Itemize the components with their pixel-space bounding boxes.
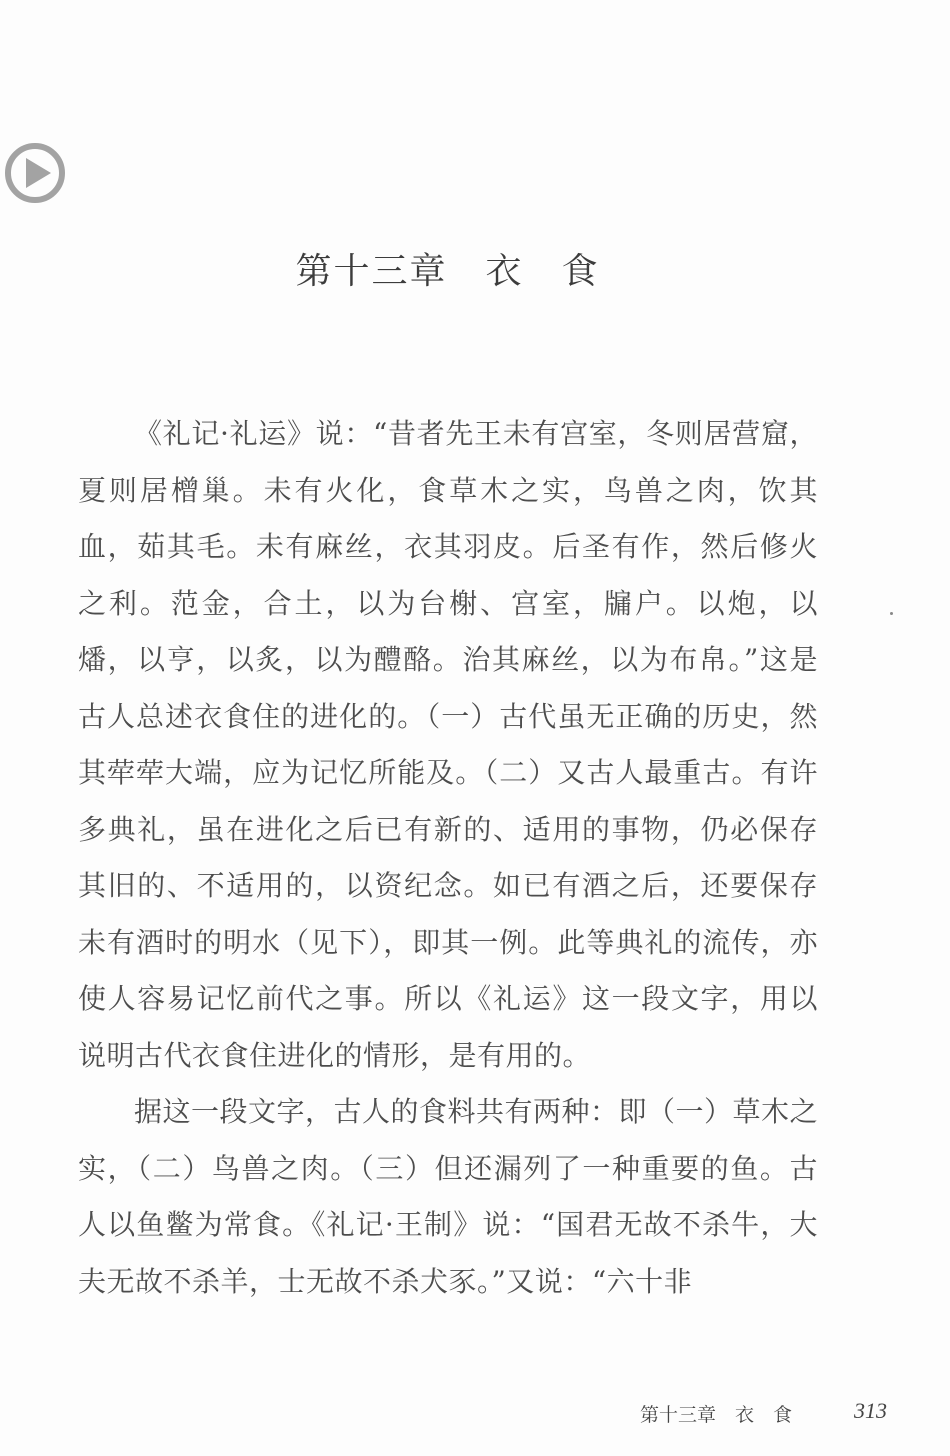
play-icon-graphic bbox=[4, 142, 66, 204]
play-circle-icon[interactable] bbox=[4, 142, 66, 204]
paragraph-1: 《礼记·礼运》说：“昔者先王未有宫室，冬则居营窟，夏则居橧巢。未有火化，食草木之实，鸟兽之肉，饮其血，茹其毛。未有麻丝，衣其羽皮。后圣有作，然后修火之利。范金，合土，以为台榭、宫室，牖户。以炮，以燔，以亨，以炙，以为醴酪。治其麻丝，以为布帛。”这是古人总述衣食住的进化的。（一）古代虽无正确的历史，然其荦荦大端，应为记忆所能及。（二）又古人最重古。有许多典礼，虽在进化之后已有新的、适用的事物，仍必保存其旧的、不适用的，以资纪念。如已有酒之后，还要保存未有酒时的明水（见下），即其一例。此等典礼的流传，亦使人容易记忆前代之事。所以《礼运》这一段文字，用以说明古代衣食住进化的情形，是有用的。 bbox=[78, 417, 818, 1072]
running-head: 第十三章 衣 食 bbox=[640, 1404, 793, 1426]
scan-speck bbox=[890, 612, 893, 615]
paragraph-2: 据这一段文字，古人的食料共有两种：即（一）草木之实，（二）鸟兽之肉。（三）但还漏列了一种重要的鱼。古人以鱼鳖为常食。《礼记·王制》说：“国君无故不杀牛，大夫无故不杀羊，士无故不杀犬豕。”又说：“六十非 bbox=[78, 1095, 819, 1298]
body-text bbox=[78, 406, 818, 1310]
page-number: 313 bbox=[854, 1398, 887, 1423]
chapter-title: 第十三章 衣 食 bbox=[295, 251, 600, 292]
